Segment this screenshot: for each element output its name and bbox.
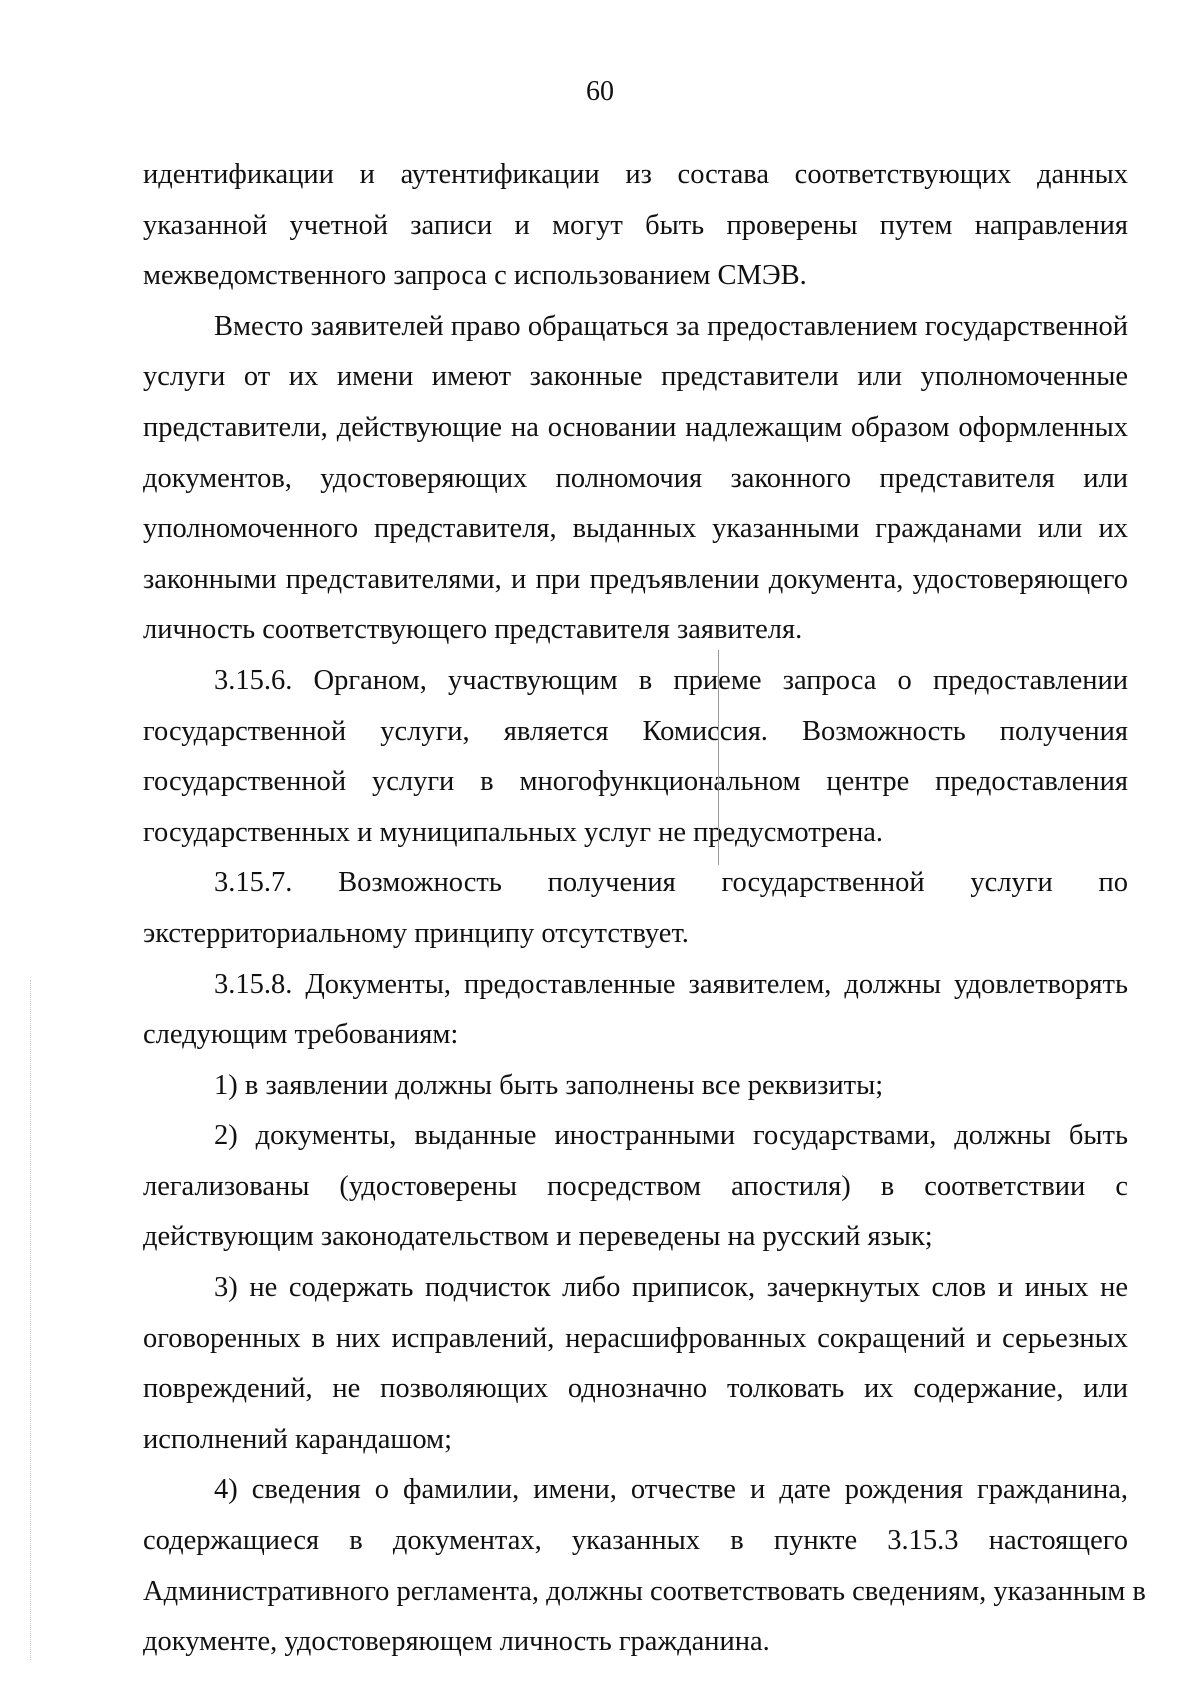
- paragraph-identification: [143, 150, 1128, 302]
- text-line: идентификации и аутентификации из состава соответствующих данных: [143, 159, 1128, 190]
- text-line: государственных и муниципальных услуг не предусмотрена.: [143, 816, 883, 848]
- list-item-1: [143, 1061, 1128, 1112]
- list-item-3: [143, 1263, 1128, 1465]
- scan-margin-dots: [30, 980, 34, 1660]
- paragraph-representatives: [143, 302, 1128, 656]
- text-line: экстерриториальному принципу отсутствует.: [143, 917, 689, 949]
- text-line: 4) сведения о фамилии, имени, отчестве и дате рождения гражданина,: [214, 1474, 1128, 1506]
- text-line: документе, удостоверяющем личность гражданина.: [143, 1626, 770, 1658]
- paragraph-3-15-7: [143, 858, 1128, 959]
- text-line: 3.15.6. Органом, участвующим в приеме запроса о предоставлении: [214, 664, 1128, 696]
- text-line: исполнений карандашом;: [143, 1423, 453, 1455]
- text-line: документов, удостоверяющих полномочия законного представителя или: [143, 462, 1128, 494]
- text-line: содержащиеся в документах, указанных в пункте 3.15.3 настоящего: [143, 1525, 1128, 1557]
- paragraph-3-15-8: [143, 960, 1128, 1061]
- text-line: повреждений, не позволяющих однозначно толковать их содержание, или: [143, 1373, 1128, 1405]
- list-item-2: [143, 1111, 1128, 1263]
- text-line: межведомственного запроса с использованием СМЭВ.: [143, 260, 807, 292]
- text-line: 3.15.8. Документы, предоставленные заявителем, должны удовлетворять: [214, 968, 1128, 1000]
- text-line: государственной услуги в многофункциональном центре предоставления: [143, 766, 1128, 798]
- document-body: [143, 150, 1146, 1668]
- text-line: 3) не содержать подчисток либо приписок, зачеркнутых слов и иных не: [214, 1272, 1128, 1304]
- page-number: 60: [586, 76, 614, 107]
- text-line: легализованы (удостоверены посредством апостиля) в соответствии с: [143, 1170, 1128, 1202]
- scan-artifact-line: [718, 650, 719, 865]
- text-line: личность соответствующего представителя заявителя.: [143, 614, 803, 646]
- text-line: услуги от их имени имеют законные представители или уполномоченные: [143, 361, 1128, 393]
- text-line: 3.15.7. Возможность получения государственной услуги по: [214, 867, 1128, 899]
- text-line: представители, действующие на основании надлежащим образом оформленных: [143, 411, 1128, 443]
- text-line: оговоренных в них исправлений, нерасшифрованных сокращений и серьезных: [143, 1322, 1128, 1354]
- text-line: законными представителями, и при предъявлении документа, удостоверяющего: [143, 563, 1128, 595]
- text-line: 2) документы, выданные иностранными государствами, должны быть: [214, 1120, 1128, 1152]
- list-item-4: [143, 1465, 1146, 1667]
- text-line: уполномоченного представителя, выданных указанными гражданами или их: [143, 513, 1128, 545]
- text-line: действующим законодательством и переведены на русский язык;: [143, 1221, 933, 1253]
- text-line: государственной услуги, является Комиссия. Возможность получения: [143, 715, 1128, 747]
- text-line: Вместо заявителей право обращаться за предоставлением государственной: [214, 310, 1128, 342]
- text-line: Административного регламента, должны соответствовать сведениям, указанным в: [143, 1575, 1146, 1607]
- text-line: 1) в заявлении должны быть заполнены все реквизиты;: [214, 1069, 884, 1101]
- paragraph-3-15-6: [143, 656, 1128, 858]
- text-line: указанной учетной записи и могут быть проверены путем направления: [143, 209, 1128, 241]
- text-line: следующим требованиям:: [143, 1019, 459, 1051]
